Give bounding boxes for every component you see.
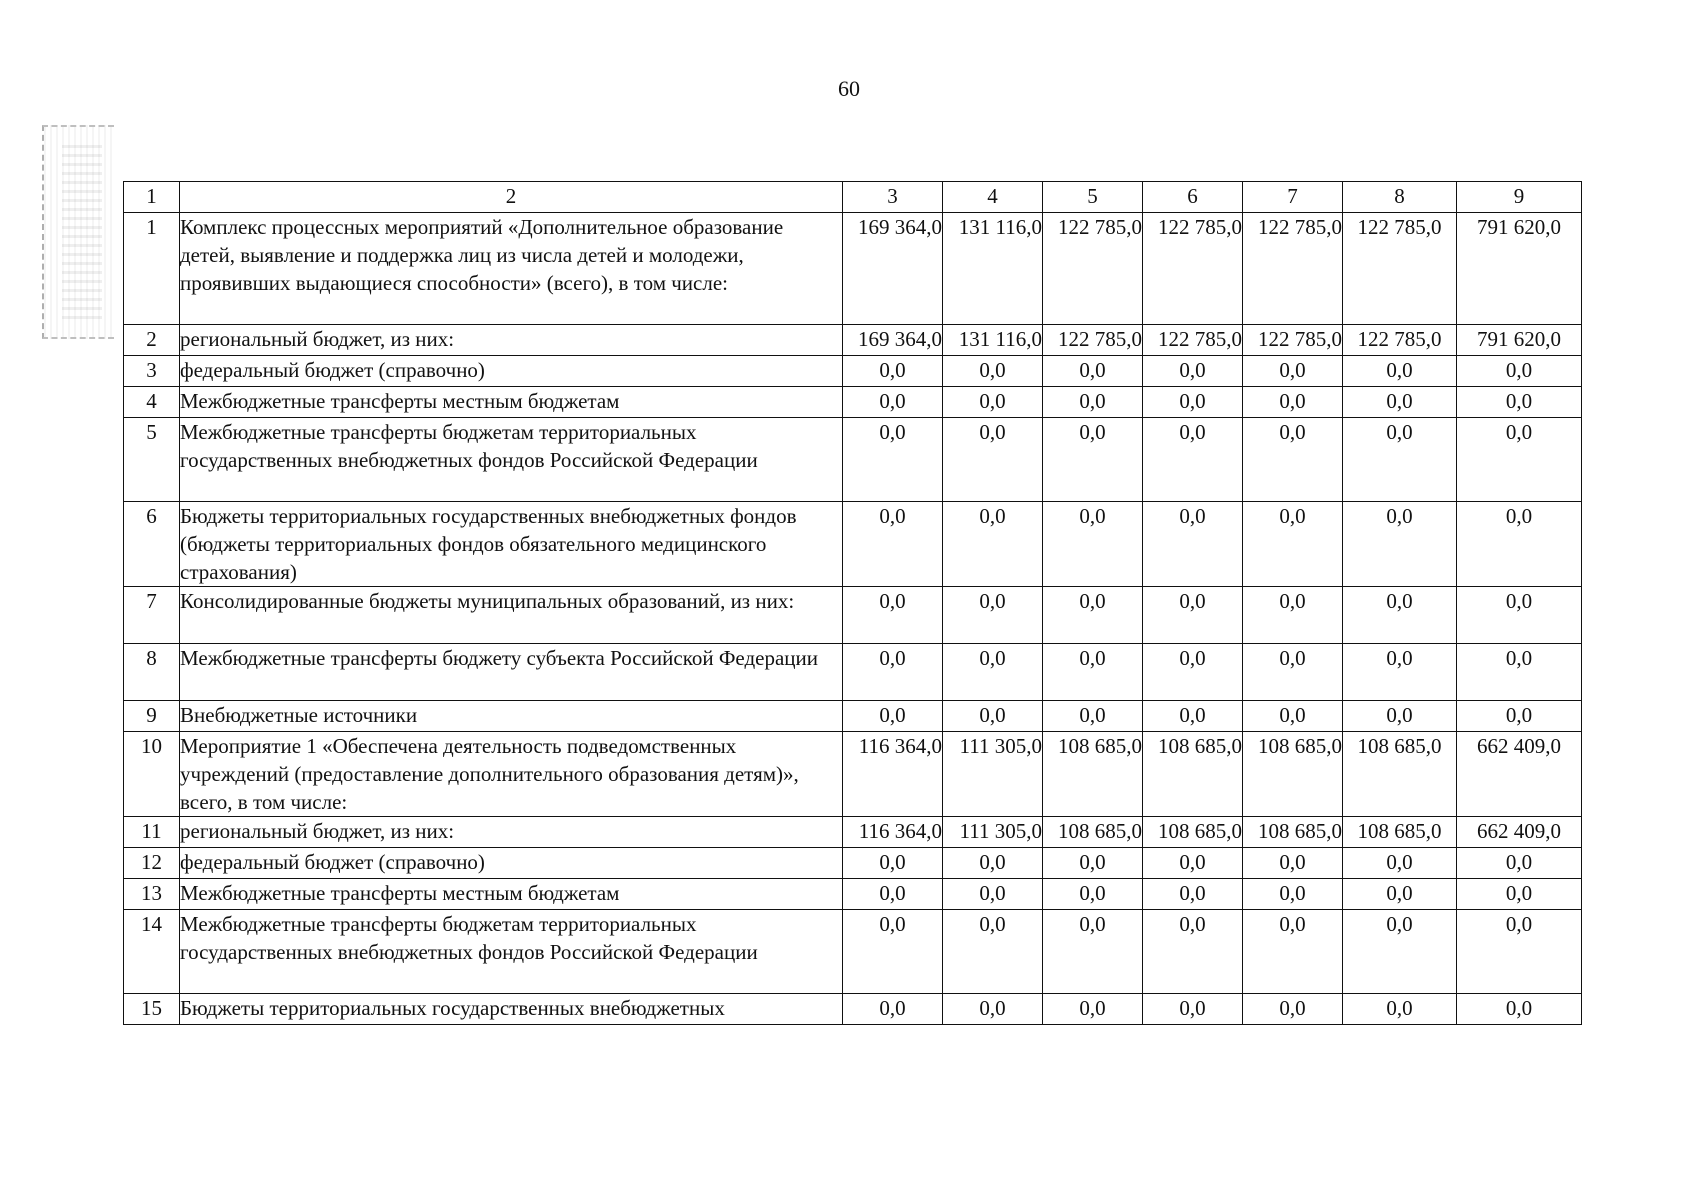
value-cell: 0,0	[1243, 994, 1343, 1025]
table-row	[124, 502, 1582, 587]
value-cell: 0,0	[1457, 879, 1582, 910]
row-number: 9	[124, 701, 180, 732]
value-cell: 0,0	[843, 502, 943, 587]
column-header: 6	[1143, 182, 1243, 213]
table-row	[124, 325, 1582, 356]
value-cell: 0,0	[1243, 848, 1343, 879]
row-label: Комплекс процессных мероприятий «Дополнительное образование детей, выявление и поддержка лиц из числа детей и молодежи, проявивших выдающиеся способности» (всего), в том числе:	[180, 213, 843, 325]
value-cell: 0,0	[843, 994, 943, 1025]
column-header: 4	[943, 182, 1043, 213]
row-number: 13	[124, 879, 180, 910]
value-cell: 0,0	[1143, 418, 1243, 502]
table-row	[124, 418, 1582, 502]
value-cell: 0,0	[1457, 418, 1582, 502]
value-cell: 108 685,0	[1343, 817, 1457, 848]
table-row	[124, 213, 1582, 325]
value-cell: 0,0	[1243, 356, 1343, 387]
value-cell: 791 620,0	[1457, 213, 1582, 325]
value-cell: 0,0	[1343, 418, 1457, 502]
value-cell: 0,0	[1043, 910, 1143, 994]
value-cell: 122 785,0	[1143, 213, 1243, 325]
value-cell: 0,0	[943, 418, 1043, 502]
value-cell: 169 364,0	[843, 213, 943, 325]
row-label: федеральный бюджет (справочно)	[180, 356, 843, 387]
value-cell: 0,0	[943, 587, 1043, 644]
table-row	[124, 387, 1582, 418]
value-cell: 0,0	[1143, 879, 1243, 910]
value-cell: 0,0	[1457, 502, 1582, 587]
row-label: Межбюджетные трансферты местным бюджетам	[180, 387, 843, 418]
row-number: 14	[124, 910, 180, 994]
value-cell: 0,0	[1343, 701, 1457, 732]
value-cell: 0,0	[1043, 418, 1143, 502]
value-cell: 0,0	[1143, 387, 1243, 418]
registration-stamp	[42, 125, 114, 339]
value-cell: 0,0	[1243, 910, 1343, 994]
value-cell: 122 785,0	[1243, 325, 1343, 356]
row-number: 3	[124, 356, 180, 387]
row-number: 6	[124, 502, 180, 587]
value-cell: 0,0	[943, 879, 1043, 910]
value-cell: 108 685,0	[1043, 817, 1143, 848]
value-cell: 0,0	[843, 644, 943, 701]
row-label: федеральный бюджет (справочно)	[180, 848, 843, 879]
value-cell: 0,0	[1143, 994, 1243, 1025]
value-cell: 0,0	[1343, 848, 1457, 879]
value-cell: 0,0	[943, 910, 1043, 994]
column-header: 2	[180, 182, 843, 213]
value-cell: 0,0	[1343, 387, 1457, 418]
value-cell: 0,0	[1343, 994, 1457, 1025]
value-cell: 0,0	[1043, 587, 1143, 644]
value-cell: 0,0	[943, 502, 1043, 587]
row-label: региональный бюджет, из них:	[180, 325, 843, 356]
value-cell: 0,0	[1243, 387, 1343, 418]
value-cell: 131 116,0	[943, 325, 1043, 356]
value-cell: 122 785,0	[1343, 213, 1457, 325]
value-cell: 0,0	[1043, 879, 1143, 910]
table-row	[124, 356, 1582, 387]
value-cell: 0,0	[943, 644, 1043, 701]
value-cell: 0,0	[1143, 587, 1243, 644]
value-cell: 0,0	[1343, 502, 1457, 587]
value-cell: 0,0	[1457, 644, 1582, 701]
value-cell: 0,0	[843, 879, 943, 910]
value-cell: 0,0	[1243, 502, 1343, 587]
value-cell: 662 409,0	[1457, 817, 1582, 848]
value-cell: 0,0	[1343, 644, 1457, 701]
row-label: Мероприятие 1 «Обеспечена деятельность подведомственных учреждений (предоставление дополнительного образования детям)», всего, в том числе:	[180, 732, 843, 817]
value-cell: 0,0	[1343, 356, 1457, 387]
column-header: 1	[124, 182, 180, 213]
row-number: 7	[124, 587, 180, 644]
value-cell: 0,0	[1243, 701, 1343, 732]
value-cell: 0,0	[943, 848, 1043, 879]
table-row	[124, 879, 1582, 910]
row-label: Бюджеты территориальных государственных внебюджетных фондов (бюджеты территориальных фондов обязательного медицинского страхования)	[180, 502, 843, 587]
value-cell: 0,0	[1143, 848, 1243, 879]
column-header: 8	[1343, 182, 1457, 213]
page-number: 60	[838, 76, 860, 101]
row-label: региональный бюджет, из них:	[180, 817, 843, 848]
value-cell: 108 685,0	[1143, 732, 1243, 817]
value-cell: 122 785,0	[1143, 325, 1243, 356]
value-cell: 0,0	[843, 387, 943, 418]
value-cell: 0,0	[1043, 994, 1143, 1025]
value-cell: 108 685,0	[1243, 817, 1343, 848]
value-cell: 0,0	[1343, 910, 1457, 994]
column-header: 3	[843, 182, 943, 213]
table-row	[124, 701, 1582, 732]
value-cell: 108 685,0	[1343, 732, 1457, 817]
value-cell: 0,0	[943, 701, 1043, 732]
value-cell: 0,0	[1143, 502, 1243, 587]
row-label: Межбюджетные трансферты бюджетам территориальных государственных внебюджетных фондов Российской Федерации	[180, 910, 843, 994]
budget-table-body	[124, 182, 1582, 1025]
row-number: 1	[124, 213, 180, 325]
value-cell: 662 409,0	[1457, 732, 1582, 817]
value-cell: 122 785,0	[1243, 213, 1343, 325]
value-cell: 111 305,0	[943, 732, 1043, 817]
value-cell: 0,0	[1043, 502, 1143, 587]
row-number: 5	[124, 418, 180, 502]
value-cell: 0,0	[843, 910, 943, 994]
value-cell: 0,0	[1143, 644, 1243, 701]
column-header: 5	[1043, 182, 1143, 213]
value-cell: 0,0	[1043, 356, 1143, 387]
value-cell: 108 685,0	[1243, 732, 1343, 817]
table-row	[124, 587, 1582, 644]
budget-table	[123, 181, 1582, 1025]
row-number: 2	[124, 325, 180, 356]
value-cell: 169 364,0	[843, 325, 943, 356]
row-label: Консолидированные бюджеты муниципальных образований, из них:	[180, 587, 843, 644]
value-cell: 0,0	[1457, 994, 1582, 1025]
row-number: 11	[124, 817, 180, 848]
value-cell: 0,0	[1143, 356, 1243, 387]
row-number: 12	[124, 848, 180, 879]
value-cell: 0,0	[1457, 356, 1582, 387]
column-header: 9	[1457, 182, 1582, 213]
value-cell: 0,0	[843, 701, 943, 732]
table-row	[124, 817, 1582, 848]
value-cell: 122 785,0	[1043, 213, 1143, 325]
value-cell: 0,0	[1457, 910, 1582, 994]
value-cell: 116 364,0	[843, 732, 943, 817]
row-number: 8	[124, 644, 180, 701]
value-cell: 0,0	[1043, 701, 1143, 732]
row-label: Бюджеты территориальных государственных внебюджетных	[180, 994, 843, 1025]
row-label: Межбюджетные трансферты местным бюджетам	[180, 879, 843, 910]
value-cell: 0,0	[1043, 387, 1143, 418]
row-number: 15	[124, 994, 180, 1025]
value-cell: 791 620,0	[1457, 325, 1582, 356]
value-cell: 0,0	[1457, 387, 1582, 418]
value-cell: 108 685,0	[1143, 817, 1243, 848]
column-header: 7	[1243, 182, 1343, 213]
value-cell: 0,0	[1043, 644, 1143, 701]
value-cell: 0,0	[1457, 701, 1582, 732]
table-row	[124, 732, 1582, 817]
value-cell: 0,0	[1243, 418, 1343, 502]
row-number: 4	[124, 387, 180, 418]
value-cell: 0,0	[1043, 848, 1143, 879]
value-cell: 0,0	[1243, 587, 1343, 644]
table-row	[124, 848, 1582, 879]
row-label: Межбюджетные трансферты бюджетам территориальных государственных внебюджетных фондов Российской Федерации	[180, 418, 843, 502]
value-cell: 0,0	[843, 418, 943, 502]
row-number: 10	[124, 732, 180, 817]
value-cell: 0,0	[1343, 587, 1457, 644]
value-cell: 122 785,0	[1343, 325, 1457, 356]
value-cell: 0,0	[1243, 644, 1343, 701]
header-row	[124, 182, 1582, 213]
value-cell: 0,0	[943, 356, 1043, 387]
value-cell: 122 785,0	[1043, 325, 1143, 356]
value-cell: 0,0	[943, 994, 1043, 1025]
value-cell: 0,0	[843, 587, 943, 644]
value-cell: 0,0	[843, 848, 943, 879]
value-cell: 0,0	[1457, 587, 1582, 644]
value-cell: 0,0	[1457, 848, 1582, 879]
table-row	[124, 644, 1582, 701]
value-cell: 0,0	[843, 356, 943, 387]
table-row	[124, 910, 1582, 994]
value-cell: 111 305,0	[943, 817, 1043, 848]
value-cell: 0,0	[1143, 701, 1243, 732]
value-cell: 0,0	[1343, 879, 1457, 910]
row-label: Внебюджетные источники	[180, 701, 843, 732]
value-cell: 131 116,0	[943, 213, 1043, 325]
table-row	[124, 994, 1582, 1025]
value-cell: 0,0	[1243, 879, 1343, 910]
value-cell: 116 364,0	[843, 817, 943, 848]
value-cell: 108 685,0	[1043, 732, 1143, 817]
value-cell: 0,0	[1143, 910, 1243, 994]
row-label: Межбюджетные трансферты бюджету субъекта Российской Федерации	[180, 644, 843, 701]
value-cell: 0,0	[943, 387, 1043, 418]
